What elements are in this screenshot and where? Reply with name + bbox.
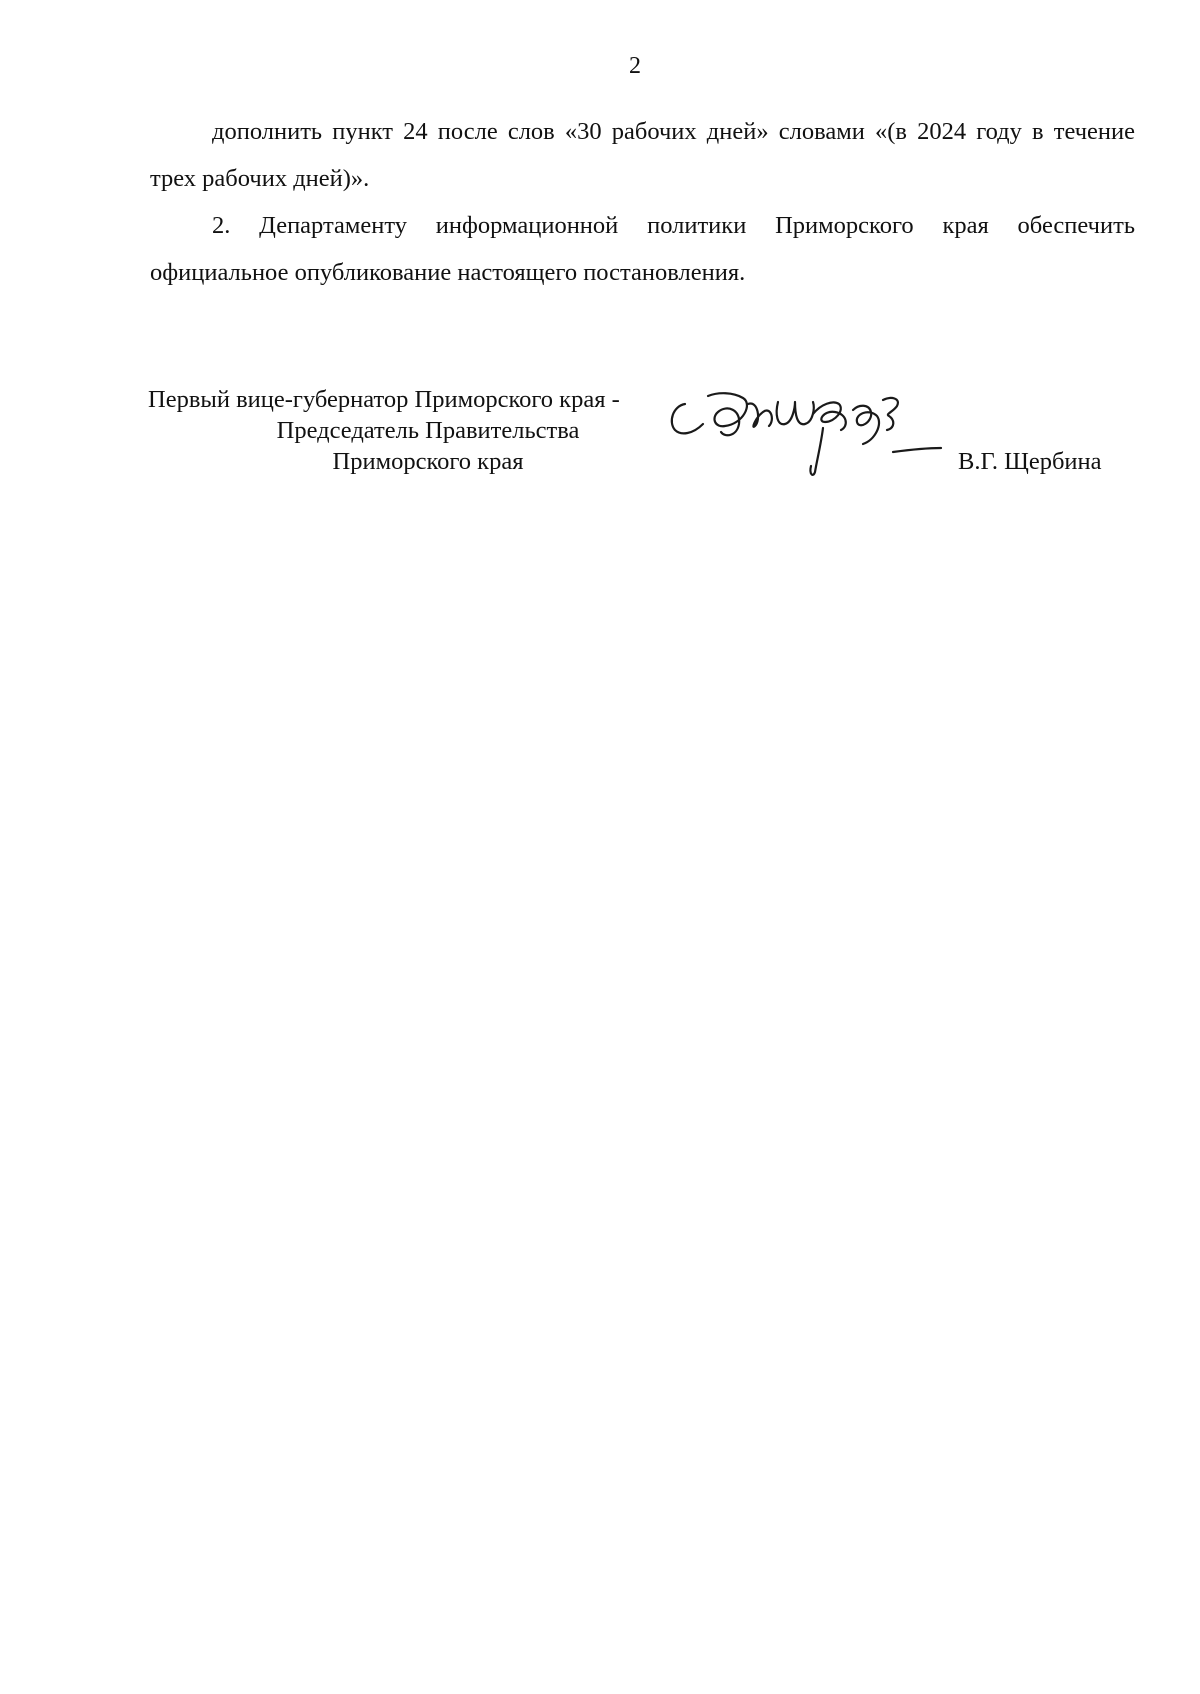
signatory-title	[148, 384, 708, 477]
paragraph-amendment: дополнить пункт 24 после слов «30 рабочих дней» словами «(в 2024 году в течение трех рабочих дней)».	[150, 118, 1135, 192]
signatory-name: В.Г. Щербина	[958, 448, 1102, 475]
document-body	[150, 108, 1135, 296]
page-number: 2	[629, 53, 641, 79]
signatory-title-line-3: Приморского края	[332, 448, 524, 475]
signature-block	[148, 384, 1148, 504]
paragraph-publication: 2. Департаменту информационной политики Приморского края обеспечить официальное опубликование настоящего постановления.	[150, 212, 1135, 286]
handwritten-signature	[663, 374, 943, 484]
signatory-title-line-1: Первый вице-губернатор Приморского края -	[148, 386, 620, 413]
signatory-title-line-2: Председатель Правительства	[276, 417, 580, 444]
